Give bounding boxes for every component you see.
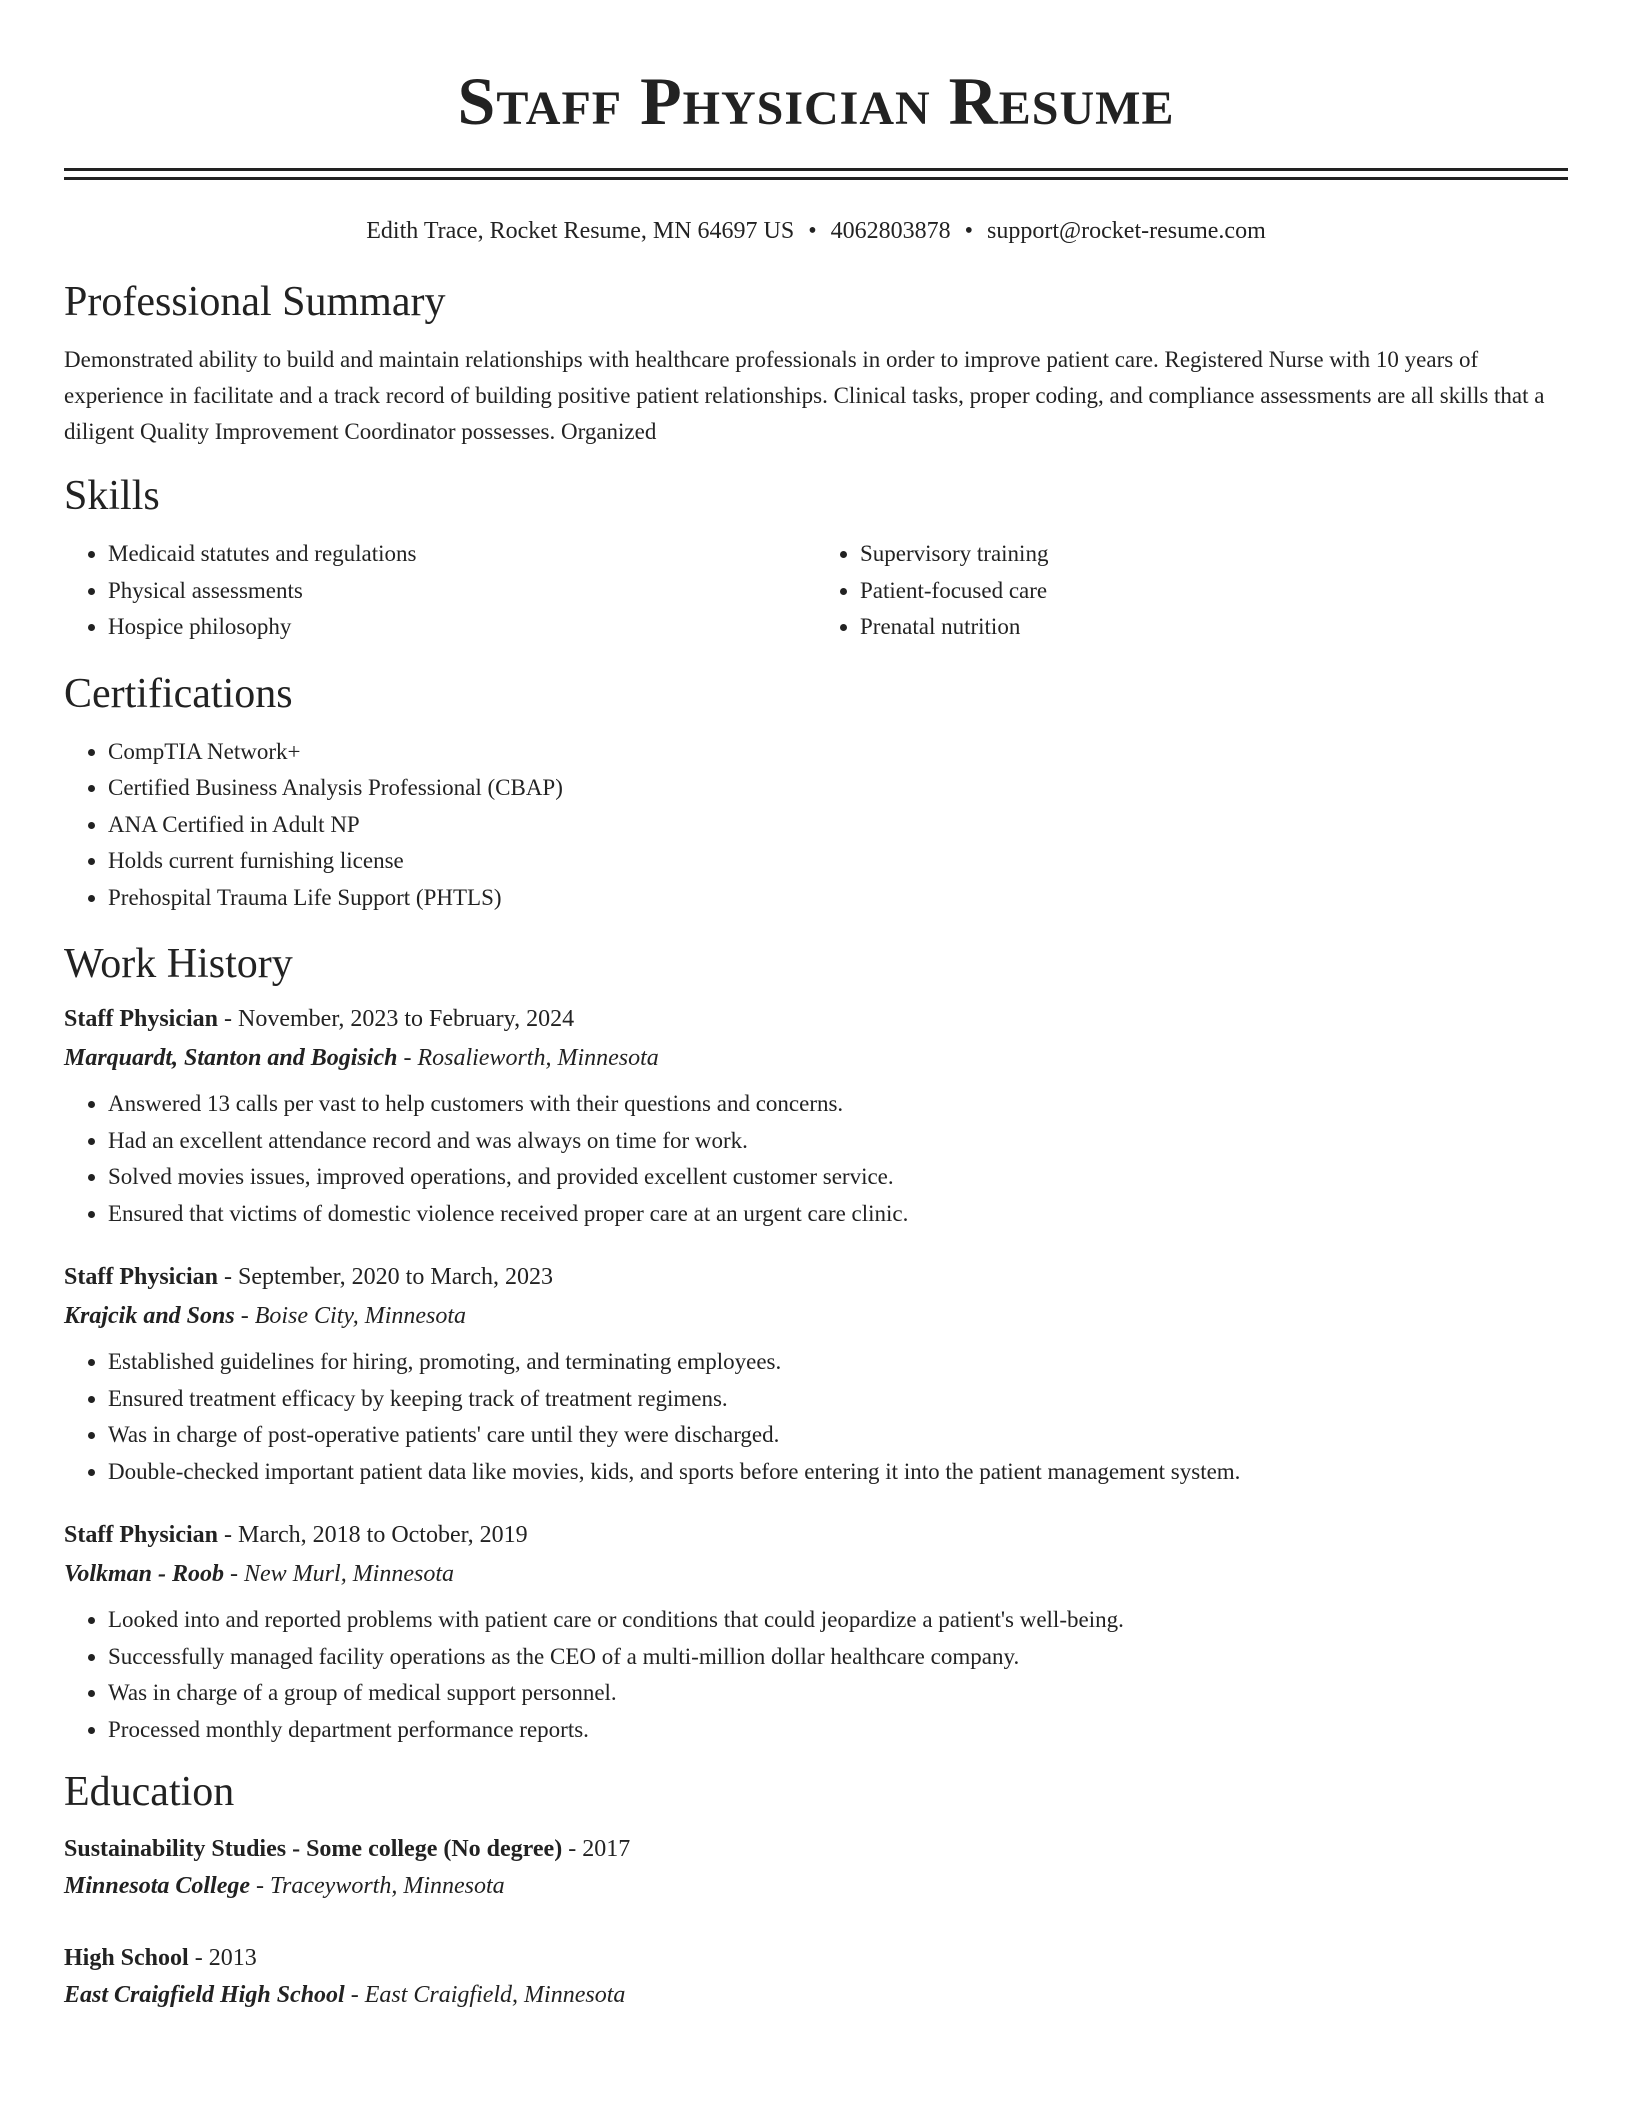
- work-history-heading: Work History: [64, 941, 293, 987]
- contact-separator: •: [808, 218, 817, 244]
- skills-list: [64, 536, 1568, 646]
- education-entry: [64, 1941, 1568, 2012]
- job-entry: [64, 1002, 1568, 1232]
- job-entry: [64, 1260, 1568, 1490]
- skill-item: • Patient-focused care: [860, 573, 1568, 610]
- job-bullet: • Successfully managed facility operations as the CEO of a multi-million dollar healthcare company.: [108, 1639, 1568, 1676]
- job-dates: - March, 2018 to October, 2019: [218, 1522, 528, 1548]
- education-heading: Education: [64, 1769, 235, 1815]
- job-title: Staff Physician: [64, 1006, 219, 1032]
- job-bullet: • Answered 13 calls per vast to help customers with their questions and concerns.: [108, 1086, 1568, 1123]
- job-dates: - September, 2020 to March, 2023: [218, 1264, 553, 1290]
- skills-column-left: [64, 536, 816, 646]
- job-location: - Rosalieworth, Minnesota: [397, 1045, 659, 1071]
- certification-item: • Certified Business Analysis Professional (CBAP): [108, 770, 1568, 807]
- resume-title: Staff Physician Resume: [457, 63, 1175, 139]
- contact-line: [64, 216, 1568, 246]
- job-company-line: [64, 1299, 1568, 1333]
- summary-heading: Professional Summary: [64, 279, 446, 325]
- skill-item: • Medicaid statutes and regulations: [108, 536, 816, 573]
- certification-item: • ANA Certified in Adult NP: [108, 807, 1568, 844]
- job-entry: [64, 1518, 1568, 1748]
- job-title-line: [64, 1002, 1568, 1036]
- resume-page: [64, 0, 1568, 2012]
- job-bullet: • Solved movies issues, improved operations, and provided excellent customer service.: [108, 1159, 1568, 1196]
- job-title: Staff Physician: [64, 1522, 219, 1548]
- job-bullet: • Had an excellent attendance record and was always on time for work.: [108, 1123, 1568, 1160]
- job-company-line: [64, 1041, 1568, 1075]
- contact-phone: 4062803878: [830, 218, 951, 244]
- job-title: Staff Physician: [64, 1264, 219, 1290]
- job-bullet: • Ensured treatment efficacy by keeping track of treatment regimens.: [108, 1381, 1568, 1418]
- job-bullets: [64, 1344, 1568, 1490]
- job-company: Volkman - Roob: [64, 1561, 225, 1587]
- job-company-line: [64, 1557, 1568, 1591]
- certifications-list: [64, 734, 1568, 917]
- contact-address: Edith Trace, Rocket Resume, MN 64697 US: [366, 218, 795, 244]
- job-bullet: • Ensured that victims of domestic violence received proper care at an urgent care clinic.: [108, 1196, 1568, 1233]
- certifications-heading: Certifications: [64, 670, 293, 717]
- job-bullet: • Was in charge of a group of medical support personnel.: [108, 1675, 1568, 1712]
- education-school: East Craigfield High School: [64, 1982, 345, 2008]
- education-location: - East Craigfield, Minnesota: [344, 1982, 626, 2008]
- education-school-line: [64, 1978, 1568, 2012]
- job-location: - New Murl, Minnesota: [224, 1561, 455, 1587]
- education-degree: High School: [64, 1945, 189, 1971]
- education-school-line: [64, 1869, 1568, 1903]
- job-location: - Boise City, Minnesota: [234, 1303, 467, 1329]
- job-company: Marquardt, Stanton and Bogisich: [64, 1045, 398, 1071]
- education-degree-line: [64, 1941, 1568, 1975]
- contact-email: support@rocket-resume.com: [987, 218, 1266, 244]
- education-location: - Traceyworth, Minnesota: [250, 1873, 505, 1899]
- education-year: - 2013: [188, 1945, 257, 1971]
- skill-item: • Physical assessments: [108, 573, 816, 610]
- title-divider-bottom: [64, 177, 1568, 180]
- education-degree: Sustainability Studies - Some college (No degree): [64, 1836, 563, 1862]
- certification-item: • Prehospital Trauma Life Support (PHTLS): [108, 880, 1568, 917]
- certification-item: • Holds current furnishing license: [108, 843, 1568, 880]
- skill-item: • Hospice philosophy: [108, 609, 816, 646]
- job-title-line: [64, 1260, 1568, 1294]
- job-bullet: • Looked into and reported problems with patient care or conditions that could jeopardize a patient's well-being.: [108, 1602, 1568, 1639]
- skills-column-right: [816, 536, 1568, 646]
- job-bullet: • Was in charge of post-operative patients' care until they were discharged.: [108, 1417, 1568, 1454]
- skill-item: • Prenatal nutrition: [860, 609, 1568, 646]
- job-dates: - November, 2023 to February, 2024: [218, 1006, 575, 1032]
- job-bullets: [64, 1086, 1568, 1232]
- summary-text: Demonstrated ability to build and maintain relationships with healthcare professionals in order to improve patient care. Registered Nurse with 10 years of experience in facilitate and a track record of building positive patient relationships. Clinical tasks, proper coding, and compliance assessments are all skills that a diligent Quality Improvement Coordinator possesses. Organized: [64, 347, 1545, 444]
- education-year: - 2017: [562, 1836, 631, 1862]
- job-bullet: • Processed monthly department performance reports.: [108, 1712, 1568, 1749]
- job-title-line: [64, 1518, 1568, 1552]
- education-entry: [64, 1832, 1568, 1903]
- certification-item: • CompTIA Network+: [108, 734, 1568, 771]
- education-degree-line: [64, 1832, 1568, 1866]
- job-company: Krajcik and Sons: [64, 1303, 235, 1329]
- job-bullet: • Established guidelines for hiring, promoting, and terminating employees.: [108, 1344, 1568, 1381]
- skills-heading: Skills: [64, 473, 160, 519]
- job-bullets: [64, 1602, 1568, 1748]
- contact-separator: •: [964, 218, 974, 244]
- skill-item: • Supervisory training: [860, 536, 1568, 573]
- job-bullet: • Double-checked important patient data like movies, kids, and sports before entering it into the patient management system.: [108, 1454, 1568, 1491]
- title-divider-top: [64, 168, 1568, 171]
- education-school: Minnesota College: [64, 1873, 251, 1899]
